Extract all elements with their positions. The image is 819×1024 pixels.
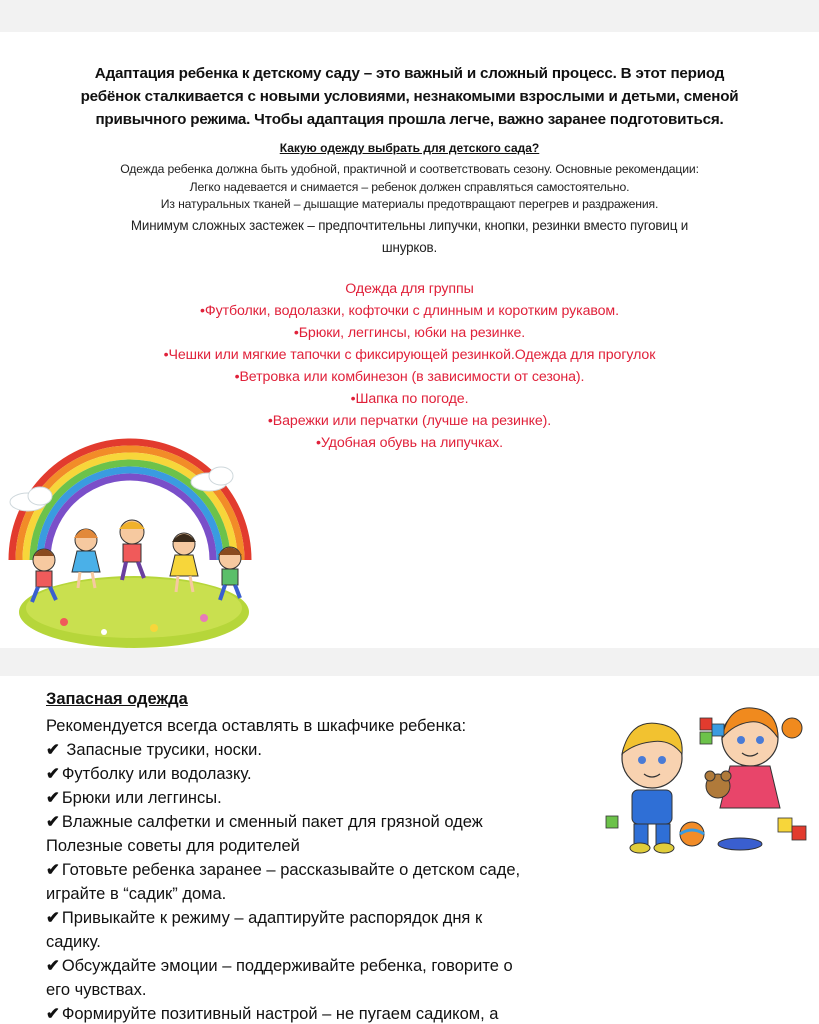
spare-clothing-item-text: Футболку или водолазку. [61,765,252,783]
group-clothing-item: •Шапка по погоде. [350,391,469,407]
tips-title: Полезные советы для родителей [46,837,300,855]
check-mark-icon: ✔ [46,741,60,759]
group-clothing-item: •Ветровка или комбинезон (в зависимости от сезона). [234,369,585,385]
check-mark-icon: ✔ [46,765,60,783]
rainbow-children-illustration [4,432,254,648]
clothing-text-line: Минимум сложных застежек – предпочтительны липучки, кнопки, резинки вместо пуговиц и [130,218,689,233]
group-clothing-item: •Удобная обувь на липучках. [316,435,503,451]
group-clothing-title: Одежда для группы [345,281,474,297]
spare-clothing-title: Запасная одежда [46,690,188,708]
spare-clothing-item-text: Запасные трусики, носки. [66,741,262,759]
tip-text: его чувствах. [46,981,147,999]
tip-text: Готовьте ребенка заранее – рассказывайте о детском саде, [61,861,521,879]
tip-text: Обсуждайте эмоции – поддерживайте ребенка, говорите о [61,957,513,975]
spare-clothing-item-text: Брюки или леггинсы. [61,789,222,807]
clothing-text-line: Легко надевается и снимается – ребенок должен справляться самостоятельно. [189,180,630,194]
spare-clothing-item [46,738,262,762]
spare-clothing-item [46,786,222,810]
check-mark-icon: ✔ [46,1005,60,1023]
check-mark-icon: ✔ [46,909,60,927]
spare-clothing-item [46,762,252,786]
group-clothing-item: •Брюки, леггинсы, юбки на резинке. [293,325,526,341]
tip-line [46,858,520,882]
tip-text: Привыкайте к режиму – адаптируйте распорядок дня к [61,909,483,927]
document-page-1 [0,32,819,648]
document-page-2 [0,676,819,1024]
clothing-text-line: шнурков. [381,240,438,255]
clothing-text-line [20,215,799,259]
tip-text: Формируйте позитивный настрой – не пугаем садиком, а [61,1005,499,1023]
tip-line [46,954,513,978]
group-clothing-item: •Футболки, водолазки, кофточки с длинным и коротким рукавом. [200,303,619,319]
check-mark-icon: ✔ [46,813,60,831]
check-mark-icon: ✔ [46,789,60,807]
clothing-text-line: Из натуральных тканей – дышащие материалы предотвращают перегрев и раздражения. [160,197,659,211]
group-clothing-item: •Чешки или мягкие тапочки с фиксирующей резинкой.Одежда для прогулок [163,347,656,363]
tip-text: играйте в “садик” дома. [46,885,227,903]
intro-line: привычного режима. Чтобы адаптация прошла легче, важно заранее подготовиться. [95,111,724,128]
tip-line [46,906,482,930]
check-mark-icon: ✔ [46,957,60,975]
tip-line [46,1002,498,1024]
clothing-text-line: Одежда ребенка должна быть удобной, практичной и соответствовать сезону. Основные рекомендации: [120,162,699,176]
check-mark-icon: ✔ [46,861,60,879]
intro-line: Адаптация ребенка к детскому саду – это важный и сложный процесс. В этот период [94,65,725,82]
spare-clothing-item [46,810,483,834]
spare-clothing-intro: Рекомендуется всегда оставлять в шкафчике ребенка: [46,717,467,735]
children-playing-toys-illustration [600,698,812,858]
tip-text: садику. [46,933,101,951]
group-clothing-item: •Варежки или перчатки (лучше на резинке). [267,413,552,429]
spare-clothing-item-text: Влажные салфетки и сменный пакет для грязной одеж [61,813,483,831]
clothing-question-title: Какую одежду выбрать для детского сада? [279,141,540,155]
intro-paragraph [18,62,801,131]
intro-line: ребёнок сталкивается с новыми условиями, незнакомыми взрослыми и детьми, сменой [80,88,739,105]
